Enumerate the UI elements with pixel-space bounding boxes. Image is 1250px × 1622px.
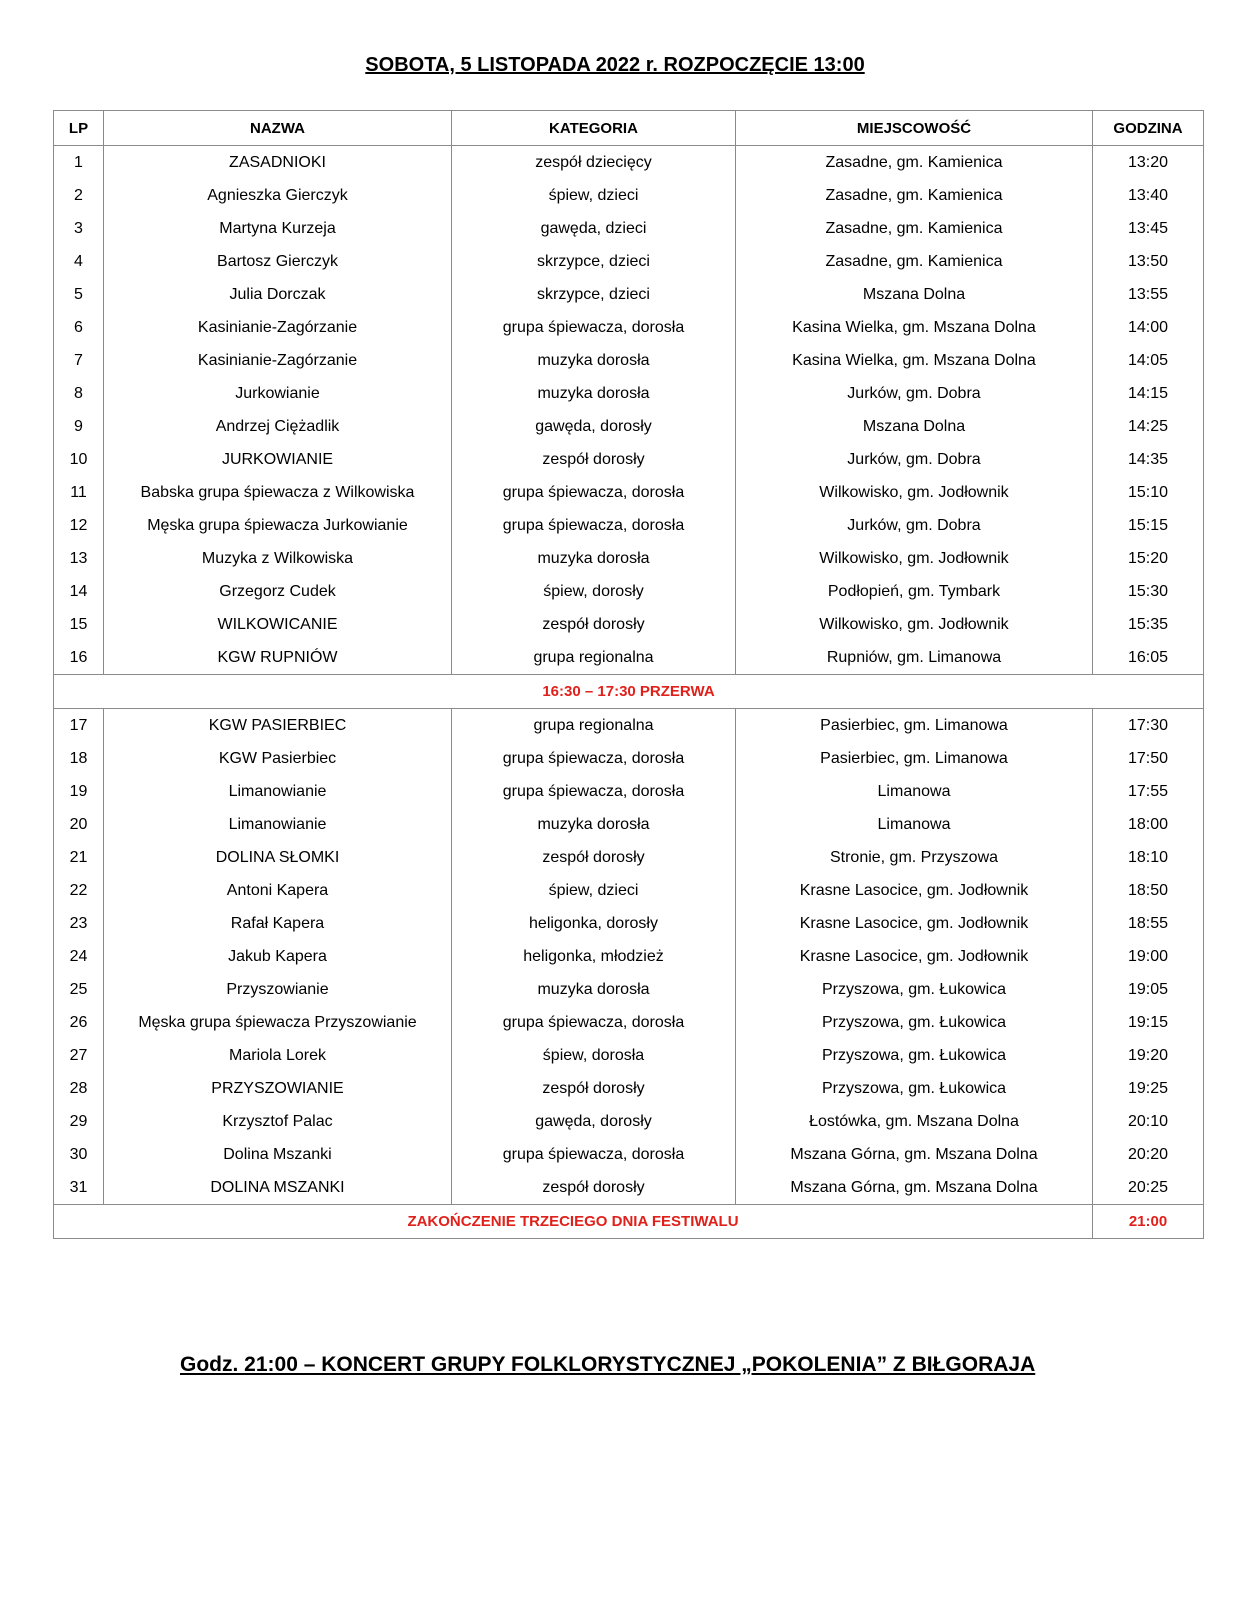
cell-lp: 24 — [54, 940, 104, 973]
cell-time: 13:20 — [1093, 146, 1204, 180]
cell-lp: 28 — [54, 1072, 104, 1105]
cell-lp: 2 — [54, 179, 104, 212]
table-row — [54, 410, 1204, 443]
cell-lp: 9 — [54, 410, 104, 443]
cell-time: 17:55 — [1093, 775, 1204, 808]
cell-category: skrzypce, dzieci — [452, 278, 736, 311]
table-row — [54, 1138, 1204, 1171]
cell-place: Limanowa — [736, 775, 1093, 808]
cell-time: 15:15 — [1093, 509, 1204, 542]
cell-name: DOLINA MSZANKI — [104, 1171, 452, 1205]
table-body-part1 — [54, 146, 1204, 675]
end-time: 21:00 — [1093, 1205, 1204, 1239]
cell-category: zespół dorosły — [452, 841, 736, 874]
cell-lp: 22 — [54, 874, 104, 907]
cell-time: 19:25 — [1093, 1072, 1204, 1105]
cell-category: śpiew, dzieci — [452, 179, 736, 212]
cell-time: 19:05 — [1093, 973, 1204, 1006]
cell-time: 14:05 — [1093, 344, 1204, 377]
table-row — [54, 377, 1204, 410]
cell-lp: 19 — [54, 775, 104, 808]
header-category: KATEGORIA — [452, 111, 736, 146]
table-row — [54, 1072, 1204, 1105]
cell-place: Pasierbiec, gm. Limanowa — [736, 709, 1093, 743]
cell-category: grupa śpiewacza, dorosła — [452, 311, 736, 344]
cell-place: Przyszowa, gm. Łukowica — [736, 1072, 1093, 1105]
cell-time: 13:55 — [1093, 278, 1204, 311]
cell-lp: 21 — [54, 841, 104, 874]
cell-lp: 18 — [54, 742, 104, 775]
cell-place: Pasierbiec, gm. Limanowa — [736, 742, 1093, 775]
cell-name: Jurkowianie — [104, 377, 452, 410]
table-body-part2 — [54, 709, 1204, 1205]
cell-category: gawęda, dorosły — [452, 410, 736, 443]
end-row — [54, 1205, 1204, 1239]
table-row — [54, 344, 1204, 377]
cell-lp: 11 — [54, 476, 104, 509]
cell-category: muzyka dorosła — [452, 973, 736, 1006]
cell-time: 18:50 — [1093, 874, 1204, 907]
table-row — [54, 874, 1204, 907]
cell-lp: 14 — [54, 575, 104, 608]
end-section — [54, 1205, 1204, 1239]
cell-name: Krzysztof Palac — [104, 1105, 452, 1138]
cell-category: grupa śpiewacza, dorosła — [452, 775, 736, 808]
cell-lp: 26 — [54, 1006, 104, 1039]
cell-category: grupa śpiewacza, dorosła — [452, 476, 736, 509]
cell-time: 15:35 — [1093, 608, 1204, 641]
cell-category: gawęda, dorosły — [452, 1105, 736, 1138]
cell-name: Kasinianie-Zagórzanie — [104, 344, 452, 377]
cell-category: zespół dziecięcy — [452, 146, 736, 180]
cell-category: grupa śpiewacza, dorosła — [452, 1138, 736, 1171]
cell-category: śpiew, dzieci — [452, 874, 736, 907]
cell-category: śpiew, dorosła — [452, 1039, 736, 1072]
cell-category: heligonka, dorosły — [452, 907, 736, 940]
table-row — [54, 841, 1204, 874]
cell-category: muzyka dorosła — [452, 542, 736, 575]
cell-place: Łostówka, gm. Mszana Dolna — [736, 1105, 1093, 1138]
cell-time: 19:20 — [1093, 1039, 1204, 1072]
cell-category: muzyka dorosła — [452, 377, 736, 410]
cell-time: 16:05 — [1093, 641, 1204, 675]
cell-category: zespół dorosły — [452, 443, 736, 476]
table-row — [54, 278, 1204, 311]
cell-name: Antoni Kapera — [104, 874, 452, 907]
cell-time: 18:55 — [1093, 907, 1204, 940]
table-row — [54, 542, 1204, 575]
table-row — [54, 775, 1204, 808]
break-label: 16:30 – 17:30 PRZERWA — [54, 675, 1204, 709]
cell-lp: 15 — [54, 608, 104, 641]
cell-category: heligonka, młodzież — [452, 940, 736, 973]
cell-lp: 16 — [54, 641, 104, 675]
table-row — [54, 973, 1204, 1006]
cell-place: Mszana Górna, gm. Mszana Dolna — [736, 1138, 1093, 1171]
concert-announcement: Godz. 21:00 – KONCERT GRUPY FOLKLORYSTYCZNEJ „POKOLENIA” Z BIŁGORAJA — [180, 1353, 1036, 1376]
cell-name: Jakub Kapera — [104, 940, 452, 973]
cell-time: 18:00 — [1093, 808, 1204, 841]
cell-time: 17:30 — [1093, 709, 1204, 743]
cell-place: Jurków, gm. Dobra — [736, 509, 1093, 542]
cell-lp: 5 — [54, 278, 104, 311]
cell-name: Muzyka z Wilkowiska — [104, 542, 452, 575]
cell-name: Grzegorz Cudek — [104, 575, 452, 608]
cell-place: Przyszowa, gm. Łukowica — [736, 1039, 1093, 1072]
table-row — [54, 1105, 1204, 1138]
table-header — [54, 111, 1204, 146]
cell-time: 13:50 — [1093, 245, 1204, 278]
cell-name: Babska grupa śpiewacza z Wilkowiska — [104, 476, 452, 509]
cell-place: Krasne Lasocice, gm. Jodłownik — [736, 940, 1093, 973]
cell-lp: 7 — [54, 344, 104, 377]
cell-name: KGW PASIERBIEC — [104, 709, 452, 743]
header-place: MIEJSCOWOŚĆ — [736, 111, 1093, 146]
header-lp: LP — [54, 111, 104, 146]
page-title — [0, 54, 1250, 77]
cell-lp: 20 — [54, 808, 104, 841]
cell-lp: 4 — [54, 245, 104, 278]
cell-time: 20:10 — [1093, 1105, 1204, 1138]
cell-place: Mszana Górna, gm. Mszana Dolna — [736, 1171, 1093, 1205]
cell-place: Zasadne, gm. Kamienica — [736, 179, 1093, 212]
table-row — [54, 940, 1204, 973]
cell-category: zespół dorosły — [452, 1072, 736, 1105]
table-row — [54, 509, 1204, 542]
cell-lp: 27 — [54, 1039, 104, 1072]
cell-time: 13:40 — [1093, 179, 1204, 212]
cell-time: 14:15 — [1093, 377, 1204, 410]
break-section — [54, 675, 1204, 709]
cell-name: Andrzej Ciężadlik — [104, 410, 452, 443]
cell-lp: 29 — [54, 1105, 104, 1138]
cell-time: 14:35 — [1093, 443, 1204, 476]
cell-place: Mszana Dolna — [736, 278, 1093, 311]
cell-place: Zasadne, gm. Kamienica — [736, 245, 1093, 278]
table-row — [54, 575, 1204, 608]
cell-name: Agnieszka Gierczyk — [104, 179, 452, 212]
cell-time: 17:50 — [1093, 742, 1204, 775]
table-row — [54, 641, 1204, 675]
cell-lp: 23 — [54, 907, 104, 940]
cell-place: Kasina Wielka, gm. Mszana Dolna — [736, 344, 1093, 377]
cell-place: Krasne Lasocice, gm. Jodłownik — [736, 907, 1093, 940]
table-row — [54, 212, 1204, 245]
cell-name: Bartosz Gierczyk — [104, 245, 452, 278]
cell-category: grupa śpiewacza, dorosła — [452, 509, 736, 542]
cell-name: Mariola Lorek — [104, 1039, 452, 1072]
break-row — [54, 675, 1204, 709]
cell-category: grupa śpiewacza, dorosła — [452, 742, 736, 775]
cell-place: Stronie, gm. Przyszowa — [736, 841, 1093, 874]
cell-lp: 3 — [54, 212, 104, 245]
cell-lp: 6 — [54, 311, 104, 344]
cell-place: Mszana Dolna — [736, 410, 1093, 443]
table-row — [54, 443, 1204, 476]
cell-place: Wilkowisko, gm. Jodłownik — [736, 476, 1093, 509]
cell-lp: 10 — [54, 443, 104, 476]
page-title-text: SOBOTA, 5 LISTOPADA 2022 r. ROZPOCZĘCIE 13:00 — [365, 54, 865, 76]
cell-category: śpiew, dorosły — [452, 575, 736, 608]
cell-place: Limanowa — [736, 808, 1093, 841]
cell-name: ZASADNIOKI — [104, 146, 452, 180]
cell-lp: 13 — [54, 542, 104, 575]
cell-time: 19:15 — [1093, 1006, 1204, 1039]
cell-category: muzyka dorosła — [452, 344, 736, 377]
table-row — [54, 907, 1204, 940]
cell-time: 15:30 — [1093, 575, 1204, 608]
cell-place: Przyszowa, gm. Łukowica — [736, 973, 1093, 1006]
cell-name: DOLINA SŁOMKI — [104, 841, 452, 874]
cell-place: Kasina Wielka, gm. Mszana Dolna — [736, 311, 1093, 344]
cell-time: 19:00 — [1093, 940, 1204, 973]
cell-place: Przyszowa, gm. Łukowica — [736, 1006, 1093, 1039]
cell-place: Rupniów, gm. Limanowa — [736, 641, 1093, 675]
header-row — [54, 111, 1204, 146]
cell-category: zespół dorosły — [452, 608, 736, 641]
table-row — [54, 1006, 1204, 1039]
table-row — [54, 742, 1204, 775]
cell-name: WILKOWICANIE — [104, 608, 452, 641]
cell-category: gawęda, dzieci — [452, 212, 736, 245]
cell-place: Wilkowisko, gm. Jodłownik — [736, 542, 1093, 575]
cell-place: Zasadne, gm. Kamienica — [736, 146, 1093, 180]
cell-name: Limanowianie — [104, 808, 452, 841]
cell-name: KGW RUPNIÓW — [104, 641, 452, 675]
schedule-table — [53, 110, 1204, 1239]
cell-name: Męska grupa śpiewacza Przyszowianie — [104, 1006, 452, 1039]
cell-lp: 8 — [54, 377, 104, 410]
cell-lp: 25 — [54, 973, 104, 1006]
table-row — [54, 245, 1204, 278]
cell-name: PRZYSZOWIANIE — [104, 1072, 452, 1105]
table-row — [54, 709, 1204, 743]
header-time: GODZINA — [1093, 111, 1204, 146]
end-label: ZAKOŃCZENIE TRZECIEGO DNIA FESTIWALU — [54, 1205, 1093, 1239]
cell-time: 14:25 — [1093, 410, 1204, 443]
cell-name: JURKOWIANIE — [104, 443, 452, 476]
cell-name: KGW Pasierbiec — [104, 742, 452, 775]
cell-place: Jurków, gm. Dobra — [736, 377, 1093, 410]
cell-lp: 31 — [54, 1171, 104, 1205]
table-row — [54, 1039, 1204, 1072]
cell-name: Kasinianie-Zagórzanie — [104, 311, 452, 344]
cell-place: Krasne Lasocice, gm. Jodłownik — [736, 874, 1093, 907]
cell-name: Limanowianie — [104, 775, 452, 808]
cell-time: 14:00 — [1093, 311, 1204, 344]
table-row — [54, 311, 1204, 344]
cell-name: Przyszowianie — [104, 973, 452, 1006]
cell-lp: 1 — [54, 146, 104, 180]
table-row — [54, 179, 1204, 212]
cell-category: grupa śpiewacza, dorosła — [452, 1006, 736, 1039]
cell-place: Zasadne, gm. Kamienica — [736, 212, 1093, 245]
cell-time: 20:25 — [1093, 1171, 1204, 1205]
table-row — [54, 146, 1204, 180]
cell-category: muzyka dorosła — [452, 808, 736, 841]
table-row — [54, 476, 1204, 509]
cell-name: Męska grupa śpiewacza Jurkowianie — [104, 509, 452, 542]
cell-time: 20:20 — [1093, 1138, 1204, 1171]
cell-time: 15:10 — [1093, 476, 1204, 509]
table-row — [54, 808, 1204, 841]
table-row — [54, 1171, 1204, 1205]
cell-name: Rafał Kapera — [104, 907, 452, 940]
header-name: NAZWA — [104, 111, 452, 146]
cell-lp: 12 — [54, 509, 104, 542]
cell-place: Wilkowisko, gm. Jodłownik — [736, 608, 1093, 641]
cell-place: Jurków, gm. Dobra — [736, 443, 1093, 476]
cell-category: skrzypce, dzieci — [452, 245, 736, 278]
cell-name: Dolina Mszanki — [104, 1138, 452, 1171]
cell-time: 18:10 — [1093, 841, 1204, 874]
cell-category: zespół dorosły — [452, 1171, 736, 1205]
cell-name: Julia Dorczak — [104, 278, 452, 311]
table-row — [54, 608, 1204, 641]
cell-lp: 17 — [54, 709, 104, 743]
cell-place: Podłopień, gm. Tymbark — [736, 575, 1093, 608]
cell-lp: 30 — [54, 1138, 104, 1171]
cell-name: Martyna Kurzeja — [104, 212, 452, 245]
cell-time: 13:45 — [1093, 212, 1204, 245]
cell-category: grupa regionalna — [452, 709, 736, 743]
cell-time: 15:20 — [1093, 542, 1204, 575]
cell-category: grupa regionalna — [452, 641, 736, 675]
